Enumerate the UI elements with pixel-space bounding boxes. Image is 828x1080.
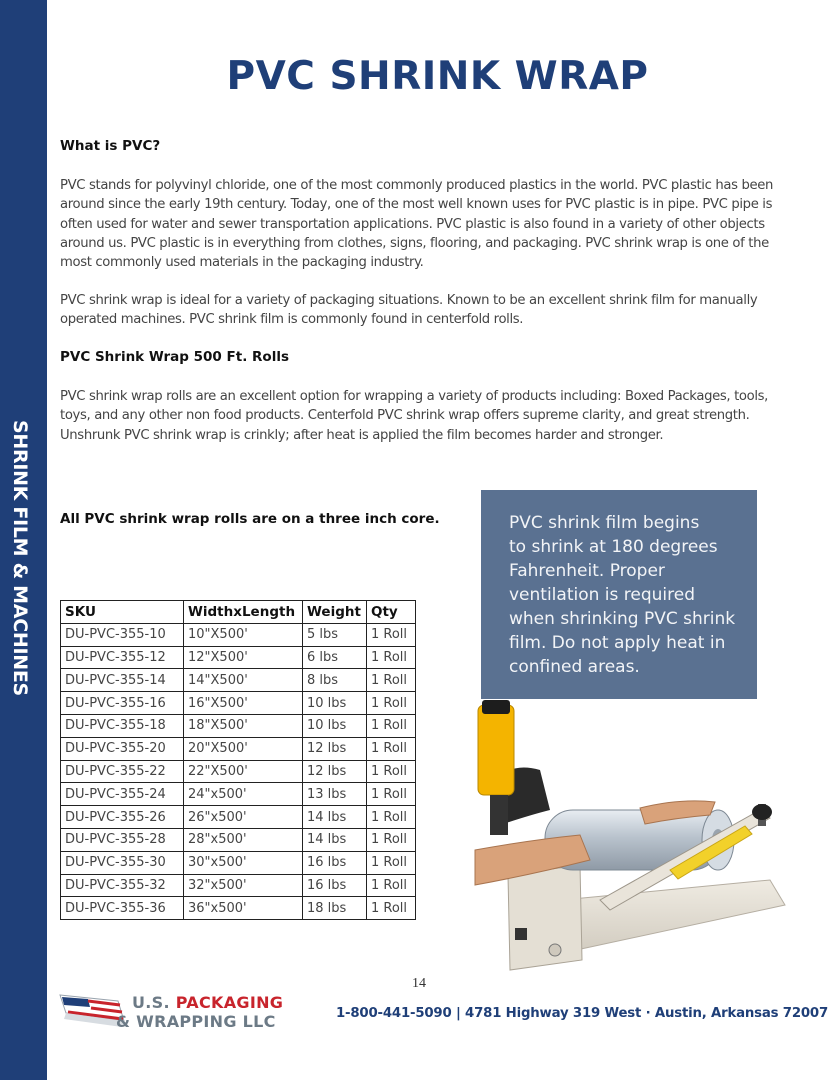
section-heading-rolls: PVC Shrink Wrap 500 Ft. Rolls	[60, 349, 289, 365]
qty-cell: 1 Roll	[367, 737, 416, 760]
qty-cell: 1 Roll	[367, 623, 416, 646]
callout-line: PVC shrink film begins	[509, 513, 700, 533]
intro-paragraph: PVC stands for polyvinyl chloride, one of the most commonly produced plastics in the world. PVC plastic has been around since the early 19th century. Today, one of the most well known uses for PVC plastic is in pipe. PVC pipe is often used for water and sewer transportation applications. PVC plastic is also found in a variety of other objects around us. PVC plastic is in everything from clothes, signs, flooring, and packaging. PVC shrink wrap is one of the most commonly used materials in the packaging industry.	[60, 178, 774, 271]
qty-cell: 1 Roll	[367, 646, 416, 669]
footer-contact: 1-800-441-5090 | 4781 Highway 319 West · Austin, Arkansas 72007	[336, 1006, 828, 1021]
weight-cell: 18 lbs	[303, 897, 367, 920]
callout-line: to shrink at 180 degrees	[509, 537, 718, 557]
product-spec-table	[60, 600, 416, 920]
width-length-cell: 18"X500'	[184, 714, 303, 737]
table-row	[61, 851, 416, 874]
sku-cell: DU-PVC-355-24	[61, 783, 184, 806]
width-length-cell: 30"x500'	[184, 851, 303, 874]
impulse-sealer-photo	[470, 700, 800, 990]
column-header-weight: Weight	[303, 601, 367, 624]
sku-cell: DU-PVC-355-22	[61, 760, 184, 783]
sku-cell: DU-PVC-355-14	[61, 669, 184, 692]
side-banner	[0, 0, 47, 1080]
weight-cell: 14 lbs	[303, 806, 367, 829]
sku-cell: DU-PVC-355-26	[61, 806, 184, 829]
table-row	[61, 874, 416, 897]
page-title: PVC SHRINK WRAP	[226, 54, 649, 99]
qty-cell: 1 Roll	[367, 692, 416, 715]
width-length-cell: 28"x500'	[184, 828, 303, 851]
table-row	[61, 714, 416, 737]
sku-cell: DU-PVC-355-12	[61, 646, 184, 669]
sku-cell: DU-PVC-355-16	[61, 692, 184, 715]
callout-line: ventilation is required	[509, 585, 696, 605]
sku-cell: DU-PVC-355-28	[61, 828, 184, 851]
column-header-sku: SKU	[61, 601, 184, 624]
weight-cell: 5 lbs	[303, 623, 367, 646]
table-row	[61, 760, 416, 783]
width-length-cell: 20"X500'	[184, 737, 303, 760]
column-header-qty: Qty	[367, 601, 416, 624]
width-length-cell: 10"X500'	[184, 623, 303, 646]
table-body	[61, 623, 416, 919]
table-row	[61, 806, 416, 829]
qty-cell: 1 Roll	[367, 851, 416, 874]
logo-line-2: & WRAPPING LLC	[116, 1012, 276, 1031]
qty-cell: 1 Roll	[367, 874, 416, 897]
weight-cell: 16 lbs	[303, 851, 367, 874]
width-length-cell: 12"X500'	[184, 646, 303, 669]
width-length-cell: 32"x500'	[184, 874, 303, 897]
width-length-cell: 24"x500'	[184, 783, 303, 806]
rolls-paragraph: PVC shrink wrap rolls are an excellent option for wrapping a variety of products including: Boxed Packages, tools, toys, and any other non food products. Centerfold PVC shrink wrap offers supreme clarity, and great strength. Unshrunk PVC shrink wrap is crinkly; after heat is applied the film becomes harder and stronger.	[60, 389, 769, 443]
width-length-cell: 22"X500'	[184, 760, 303, 783]
width-length-cell: 16"X500'	[184, 692, 303, 715]
column-header-width-length: WidthxLength	[184, 601, 303, 624]
section-heading-what-is-pvc: What is PVC?	[60, 138, 161, 154]
weight-cell: 16 lbs	[303, 874, 367, 897]
table-row	[61, 783, 416, 806]
sku-cell: DU-PVC-355-18	[61, 714, 184, 737]
table-row	[61, 623, 416, 646]
company-logo	[58, 985, 288, 1035]
usage-paragraph: PVC shrink wrap is ideal for a variety of packaging situations. Known to be an excellent shrink film for manually operated machines. PVC shrink film is commonly found in centerfold rolls.	[60, 293, 758, 328]
qty-cell: 1 Roll	[367, 783, 416, 806]
weight-cell: 6 lbs	[303, 646, 367, 669]
table-row	[61, 669, 416, 692]
qty-cell: 1 Roll	[367, 828, 416, 851]
table-row	[61, 646, 416, 669]
table-row	[61, 828, 416, 851]
weight-cell: 10 lbs	[303, 692, 367, 715]
width-length-cell: 26"x500'	[184, 806, 303, 829]
width-length-cell: 14"X500'	[184, 669, 303, 692]
weight-cell: 12 lbs	[303, 737, 367, 760]
qty-cell: 1 Roll	[367, 897, 416, 920]
side-banner-label: SHRINK FILM & MACHINES	[9, 420, 31, 696]
qty-cell: 1 Roll	[367, 669, 416, 692]
qty-cell: 1 Roll	[367, 806, 416, 829]
table-header-row	[61, 601, 416, 624]
sku-cell: DU-PVC-355-10	[61, 623, 184, 646]
table-row	[61, 897, 416, 920]
weight-cell: 12 lbs	[303, 760, 367, 783]
table-row	[61, 737, 416, 760]
callout-line: Fahrenheit. Proper	[509, 561, 665, 581]
weight-cell: 14 lbs	[303, 828, 367, 851]
sku-cell: DU-PVC-355-20	[61, 737, 184, 760]
weight-cell: 10 lbs	[303, 714, 367, 737]
callout-line: when shrinking PVC shrink	[509, 609, 736, 629]
page-number: 14	[412, 976, 426, 991]
callout-line: film. Do not apply heat in	[509, 633, 726, 653]
table-row	[61, 692, 416, 715]
sku-cell: DU-PVC-355-30	[61, 851, 184, 874]
heat-warning-callout	[481, 490, 757, 699]
qty-cell: 1 Roll	[367, 714, 416, 737]
weight-cell: 13 lbs	[303, 783, 367, 806]
logo-line-1: U.S. PACKAGING	[132, 993, 284, 1012]
width-length-cell: 36"x500'	[184, 897, 303, 920]
weight-cell: 8 lbs	[303, 669, 367, 692]
qty-cell: 1 Roll	[367, 760, 416, 783]
sku-cell: DU-PVC-355-36	[61, 897, 184, 920]
core-note: All PVC shrink wrap rolls are on a three inch core.	[60, 511, 440, 527]
callout-line: confined areas.	[509, 657, 640, 677]
sku-cell: DU-PVC-355-32	[61, 874, 184, 897]
